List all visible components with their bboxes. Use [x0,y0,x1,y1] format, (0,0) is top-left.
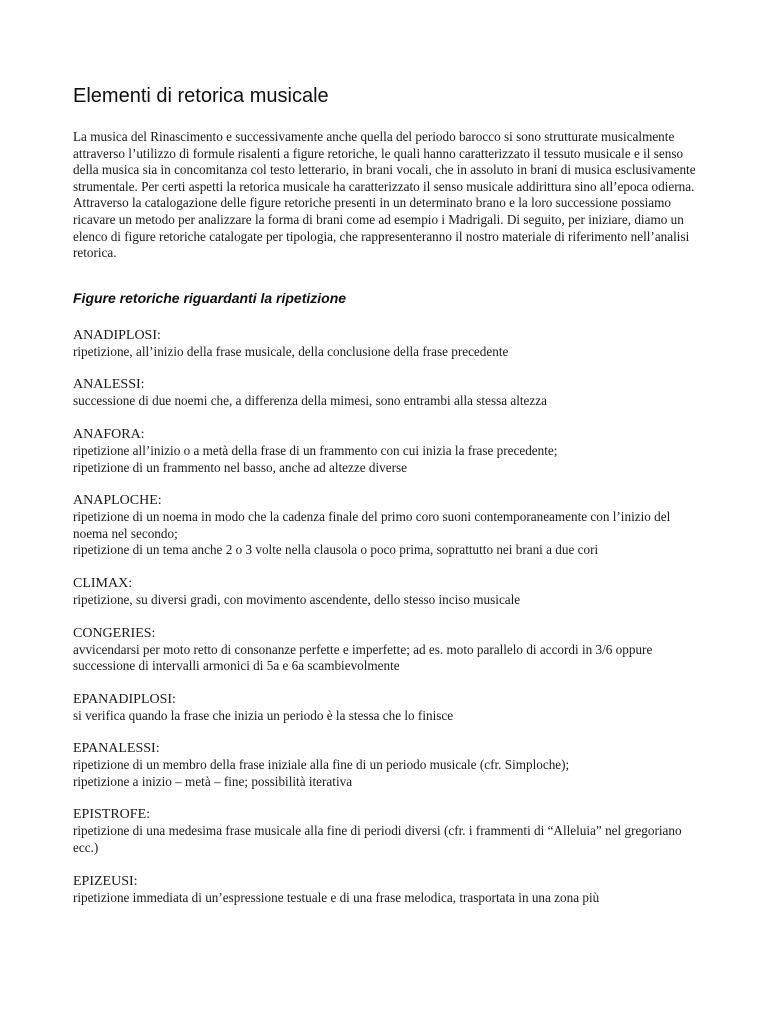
document-content [73,84,705,922]
figure-definition: ripetizione, su diversi gradi, con movimento ascendente, dello stesso inciso musicale [73,591,521,607]
figure-list [73,327,705,907]
figure-entry-analessi [73,376,705,410]
figure-definition: ripetizione di un noema in modo che la cadenza finale del primo coro suoni contemporaneamente con l’inizio del noema nel secondo; ripetizione di un tema anche 2 o 3 volte nella clausola o poco prima, soprattutto nei brani a due cori [73,509,671,558]
figure-term: EPANADIPLOSI: [73,691,176,707]
figure-entry-anafora [73,426,705,476]
figure-term: CLIMAX: [73,575,133,591]
figure-entry-anadiplosi [73,327,705,361]
figure-term: CONGERIES: [73,625,156,641]
document-title: Elementi di retorica musicale [73,85,329,107]
figure-definition: ripetizione, all’inizio della frase musicale, della conclusione della frase precedente [73,343,509,359]
figure-entry-epizeusi [73,873,705,907]
intro-paragraph: La musica del Rinascimento e successivamente anche quella del periodo barocco si sono strutturate musicalmente attraverso l’utilizzo di formule risalenti a figure retoriche, le quali hanno caratterizzato il tessuto musicale e il senso della musica sia in concomitanza col testo letterario, in brani vocali, che in assoluto in brani di musica esclusivamente strumentale. Per certi aspetti la retorica musicale ha caratterizzato il senso musicale addirittura sino all’epoca odierna. Attraverso la catalogazione delle figure retoriche presenti in un determinato brano e la loro successione possiamo ricavare un metodo per analizzare la forma di brani come ad esempio i Madrigali. Di seguito, per iniziare, diamo un elenco di figure retoriche catalogate per tipologia, che rappresenteranno il nostro materiale di riferimento nell’analisi retorica. [73,129,696,261]
figure-definition: ripetizione immediata di un’espressione testuale e di una frase melodica, trasportata in una zona più [73,889,600,905]
figure-term: EPANALESSI: [73,741,160,757]
figure-term: EPIZEUSI: [73,873,138,889]
figure-definition: successione di due noemi che, a differenza della mimesi, sono entrambi alla stessa altezza [73,393,547,409]
figure-term: ANAPLOCHE: [73,493,162,509]
figure-definition: avvicendarsi per moto retto di consonanze perfette e imperfette; ad es. moto parallelo di accordi in 3/6 oppure successione di intervalli armonici di 5a e 6a scambievolmente [73,641,653,674]
figure-entry-epistrofe [73,806,705,856]
figure-entry-epanadiplosi [73,691,705,725]
figure-entry-climax [73,575,705,609]
figure-definition: ripetizione di una medesima frase musicale alla fine di periodi diversi (cfr. i frammenti di “Alleluia” nel gregoriano ecc.) [73,823,682,856]
figure-term: ANAFORA: [73,426,145,442]
figure-entry-epanalessi [73,740,705,790]
figure-term: ANALESSI: [73,377,145,393]
figure-definition: ripetizione di un membro della frase iniziale alla fine di un periodo musicale (cfr. Simploche); ripetizione a inizio – metà – fine; possibilità iterativa [73,757,570,789]
section-title: Figure retoriche riguardanti la ripetizione [73,289,347,306]
figure-definition: ripetizione all’inizio o a metà della frase di un frammento con cui inizia la frase precedente; ripetizione di un frammento nel basso, anche ad altezze diverse [73,442,558,475]
figure-definition: si verifica quando la frase che inizia un periodo è la stessa che lo finisce [73,707,454,723]
figure-entry-anaploche [73,492,705,559]
figure-term: EPISTROFE: [73,807,151,823]
figure-term: ANADIPLOSI: [73,327,161,343]
figure-entry-congeries [73,625,705,675]
